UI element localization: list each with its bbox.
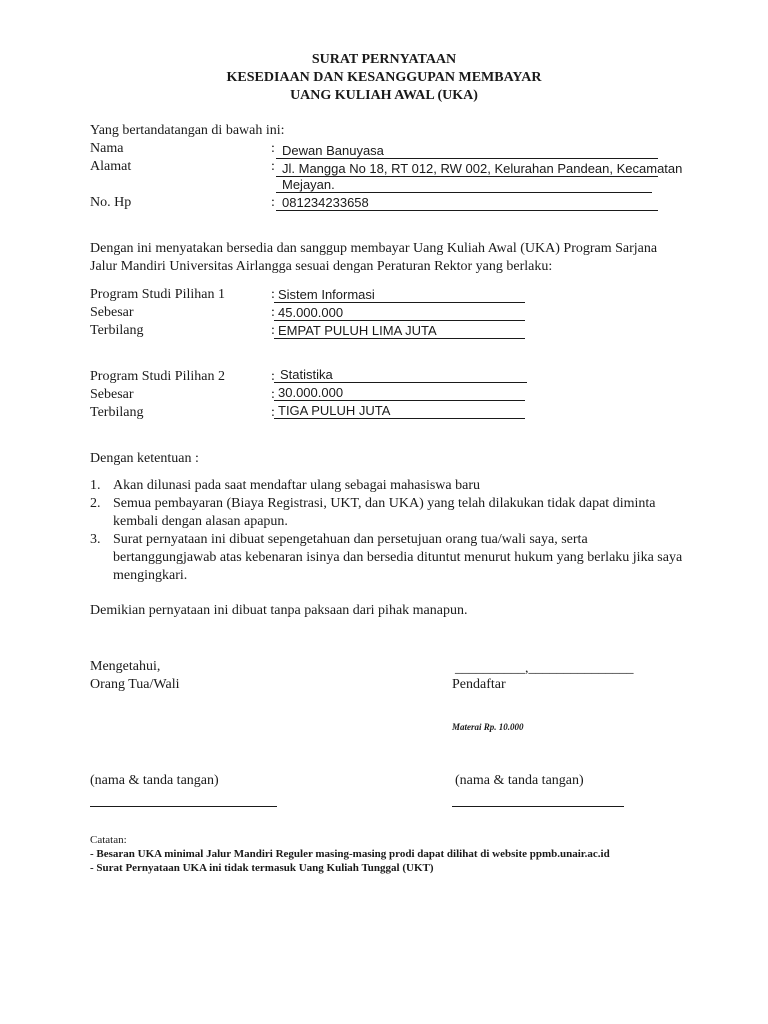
prodi-1-field: Sistem Informasi [274,287,525,303]
pendaftar-label: Pendaftar [452,677,506,692]
closing-text: Demikian pernyataan ini dibuat tanpa paksaan dari pihak manapun. [90,603,468,618]
prodi-2-label: Program Studi Pilihan 2 [90,369,225,384]
parent-signature-caption: (nama & tanda tangan) [90,773,219,788]
nama-label: Nama [90,141,124,156]
prodi-2-field: Statistika [274,367,527,383]
parent-signature-line [90,805,277,807]
list-item-text: kembali dengan alasan apapun. [113,514,288,529]
nama-field: Dewan Banuyasa [276,143,658,159]
terbilang-2-field: TIGA PULUH JUTA [274,403,525,419]
list-item-text: mengingkari. [113,568,188,583]
materai-text: Materai Rp. 10.000 [452,722,524,732]
list-item-text: Surat pernyataan ini dibuat sepengetahuan dan persetujuan orang tua/wali saya, serta [113,532,588,547]
sebesar-1-label: Sebesar [90,305,134,320]
colon: : [271,305,275,320]
terbilang-1-field: EMPAT PULUH LIMA JUTA [274,323,525,339]
colon: : [271,159,275,174]
list-item-number: 1. [90,478,101,493]
colon: : [271,323,275,338]
list-item-number: 3. [90,532,101,547]
alamat-field-line-2: Mejayan. [276,177,652,193]
colon: : [271,387,275,402]
terbilang-2-label: Terbilang [90,405,144,420]
catatan-line-1: - Besaran UKA minimal Jalur Mandiri Reguler masing-masing prodi dapat dilihat di website ppmb.unair.ac.id [90,848,610,860]
sebesar-1-field: 45.000.000 [274,305,525,321]
mengetahui-text: Mengetahui, [90,659,161,674]
hp-label: No. Hp [90,195,132,210]
ketentuan-heading: Dengan ketentuan : [90,451,199,466]
colon: : [271,287,275,302]
title-line-1: SURAT PERNYATAAN [311,52,457,67]
colon: : [271,405,275,420]
student-signature-caption: (nama & tanda tangan) [455,773,584,788]
colon: : [271,195,275,210]
hp-field: 081234233658 [276,195,658,211]
catatan-label: Catatan: [90,834,127,846]
alamat-label: Alamat [90,159,132,174]
sebesar-2-label: Sebesar [90,387,134,402]
alamat-field-line-1: Jl. Mangga No 18, RT 012, RW 002, Kelurahan Pandean, Kecamatan [276,161,658,177]
list-item-number: 2. [90,496,101,511]
list-item-text: bertanggungjawab atas kebenaran isinya dan bersedia dituntut menurut hukum yang berlaku jika saya [113,550,683,565]
colon: : [271,141,275,156]
orang-tua-label: Orang Tua/Wali [90,677,180,692]
terbilang-1-label: Terbilang [90,323,144,338]
title-line-2: KESEDIAAN DAN KESANGGUPAN MEMBAYAR [226,70,542,85]
list-item-text: Semua pembayaran (Biaya Registrasi, UKT, dan UKA) yang telah dilakukan tidak dapat diminta [113,496,656,511]
statement-line-1: Dengan ini menyatakan bersedia dan sanggup membayar Uang Kuliah Awal (UKA) Program Sarjana [90,241,658,256]
intro-text: Yang bertandatangan di bawah ini: [90,123,285,138]
prodi-1-label: Program Studi Pilihan 1 [90,287,225,302]
catatan-line-2: - Surat Pernyataan UKA ini tidak termasuk Uang Kuliah Tunggal (UKT) [90,862,434,874]
sebesar-2-field: 30.000.000 [274,385,525,401]
statement-line-2: Jalur Mandiri Universitas Airlangga sesuai dengan Peraturan Rektor yang berlaku: [90,259,553,274]
title-line-3: UANG KULIAH AWAL (UKA) [290,88,478,103]
colon: : [271,369,275,384]
list-item-text: Akan dilunasi pada saat mendaftar ulang sebagai mahasiswa baru [113,478,480,493]
date-place-line: __________,_______________ [455,661,634,676]
student-signature-line [452,805,624,807]
